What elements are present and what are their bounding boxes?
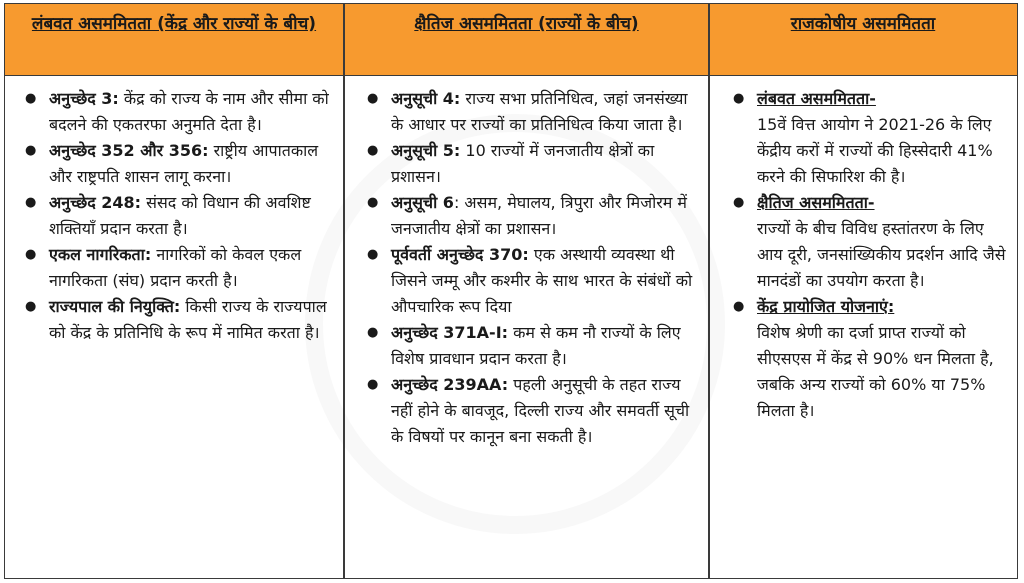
header-fiscal-asymmetry: राजकोषीय असममितता bbox=[790, 14, 936, 34]
list-item: ● राज्यपाल की नियुक्ति: किसी राज्य के राज्यपाल को केंद्र के प्रतिनिधि के रूप में नामित करता है। bbox=[19, 294, 337, 346]
column-horizontal bbox=[361, 86, 701, 450]
list-item: ● केंद्र प्रायोजित योजनाएं: विशेष श्रेणी का दर्जा प्राप्त राज्यों को सीएसएस में केंद्र से 90% धन मिलता है, जबकि अन्य राज्यों को 60% या 75% मिलता है। bbox=[727, 294, 1011, 424]
list-item: ● अनुच्छेद 239AA: पहली अनुसूची के तहत राज्य नहीं होने के बावजूद, दिल्ली राज्य और समवर्ती सूची के विषयों पर कानून बना सकती है। bbox=[361, 372, 701, 450]
list-item: ● एकल नागरिकता: नागरिकों को केवल एकल नागरिकता (संघ) प्रदान करती है। bbox=[19, 242, 337, 294]
list-item: ● अनुच्छेद 371A-I: कम से कम नौ राज्यों के लिए विशेष प्रावधान प्रदान करता है। bbox=[361, 320, 701, 372]
header-horizontal-asymmetry: क्षैतिज असममितता (राज्यों के बीच) bbox=[414, 14, 639, 34]
header-vertical-asymmetry: लंबवत असममितता (केंद्र और राज्यों के बीच) bbox=[31, 14, 317, 34]
column-vertical bbox=[19, 86, 337, 346]
list-item: ● अनुच्छेद 352 और 356: राष्ट्रीय आपातकाल और राष्ट्रपति शासन लागू करना। bbox=[19, 138, 337, 190]
list-item: ● अनुसूची 6: असम, मेघालय, त्रिपुरा और मिजोरम में जनजातीय क्षेत्रों का प्रशासन। bbox=[361, 190, 701, 242]
list-item: ● लंबवत असममितता- 15वें वित्त आयोग ने 2021-26 के लिए केंद्रीय करों में राज्यों की हिस्सेदारी 41% करने की सिफारिश की है। bbox=[727, 86, 1011, 190]
comparison-table bbox=[4, 3, 1018, 579]
table-header-row bbox=[5, 4, 1017, 76]
column-divider-2 bbox=[708, 4, 710, 578]
column-divider-1 bbox=[343, 4, 345, 578]
column-fiscal bbox=[727, 86, 1011, 424]
list-item: ● क्षैतिज असममितता- राज्यों के बीच विविध हस्तांतरण के लिए आय दूरी, जनसांख्यिकीय प्रदर्शन आदि जैसे मानदंडों का उपयोग करता है। bbox=[727, 190, 1011, 294]
list-item: ● पूर्ववर्ती अनुच्छेद 370: एक अस्थायी व्यवस्था थी जिसने जम्मू और कश्मीर के साथ भारत के संबंधों को औपचारिक रूप दिया bbox=[361, 242, 701, 320]
list-item: ● अनुच्छेद 3: केंद्र को राज्य के नाम और सीमा को बदलने की एकतरफा अनुमति देता है। bbox=[19, 86, 337, 138]
list-item: ● अनुसूची 5: 10 राज्यों में जनजातीय क्षेत्रों का प्रशासन। bbox=[361, 138, 701, 190]
list-item: ● अनुच्छेद 248: संसद को विधान की अवशिष्ट शक्तियाँ प्रदान करता है। bbox=[19, 190, 337, 242]
list-item: ● अनुसूची 4: राज्य सभा प्रतिनिधित्व, जहां जनसंख्या के आधार पर राज्यों का प्रतिनिधित्व किया जाता है। bbox=[361, 86, 701, 138]
